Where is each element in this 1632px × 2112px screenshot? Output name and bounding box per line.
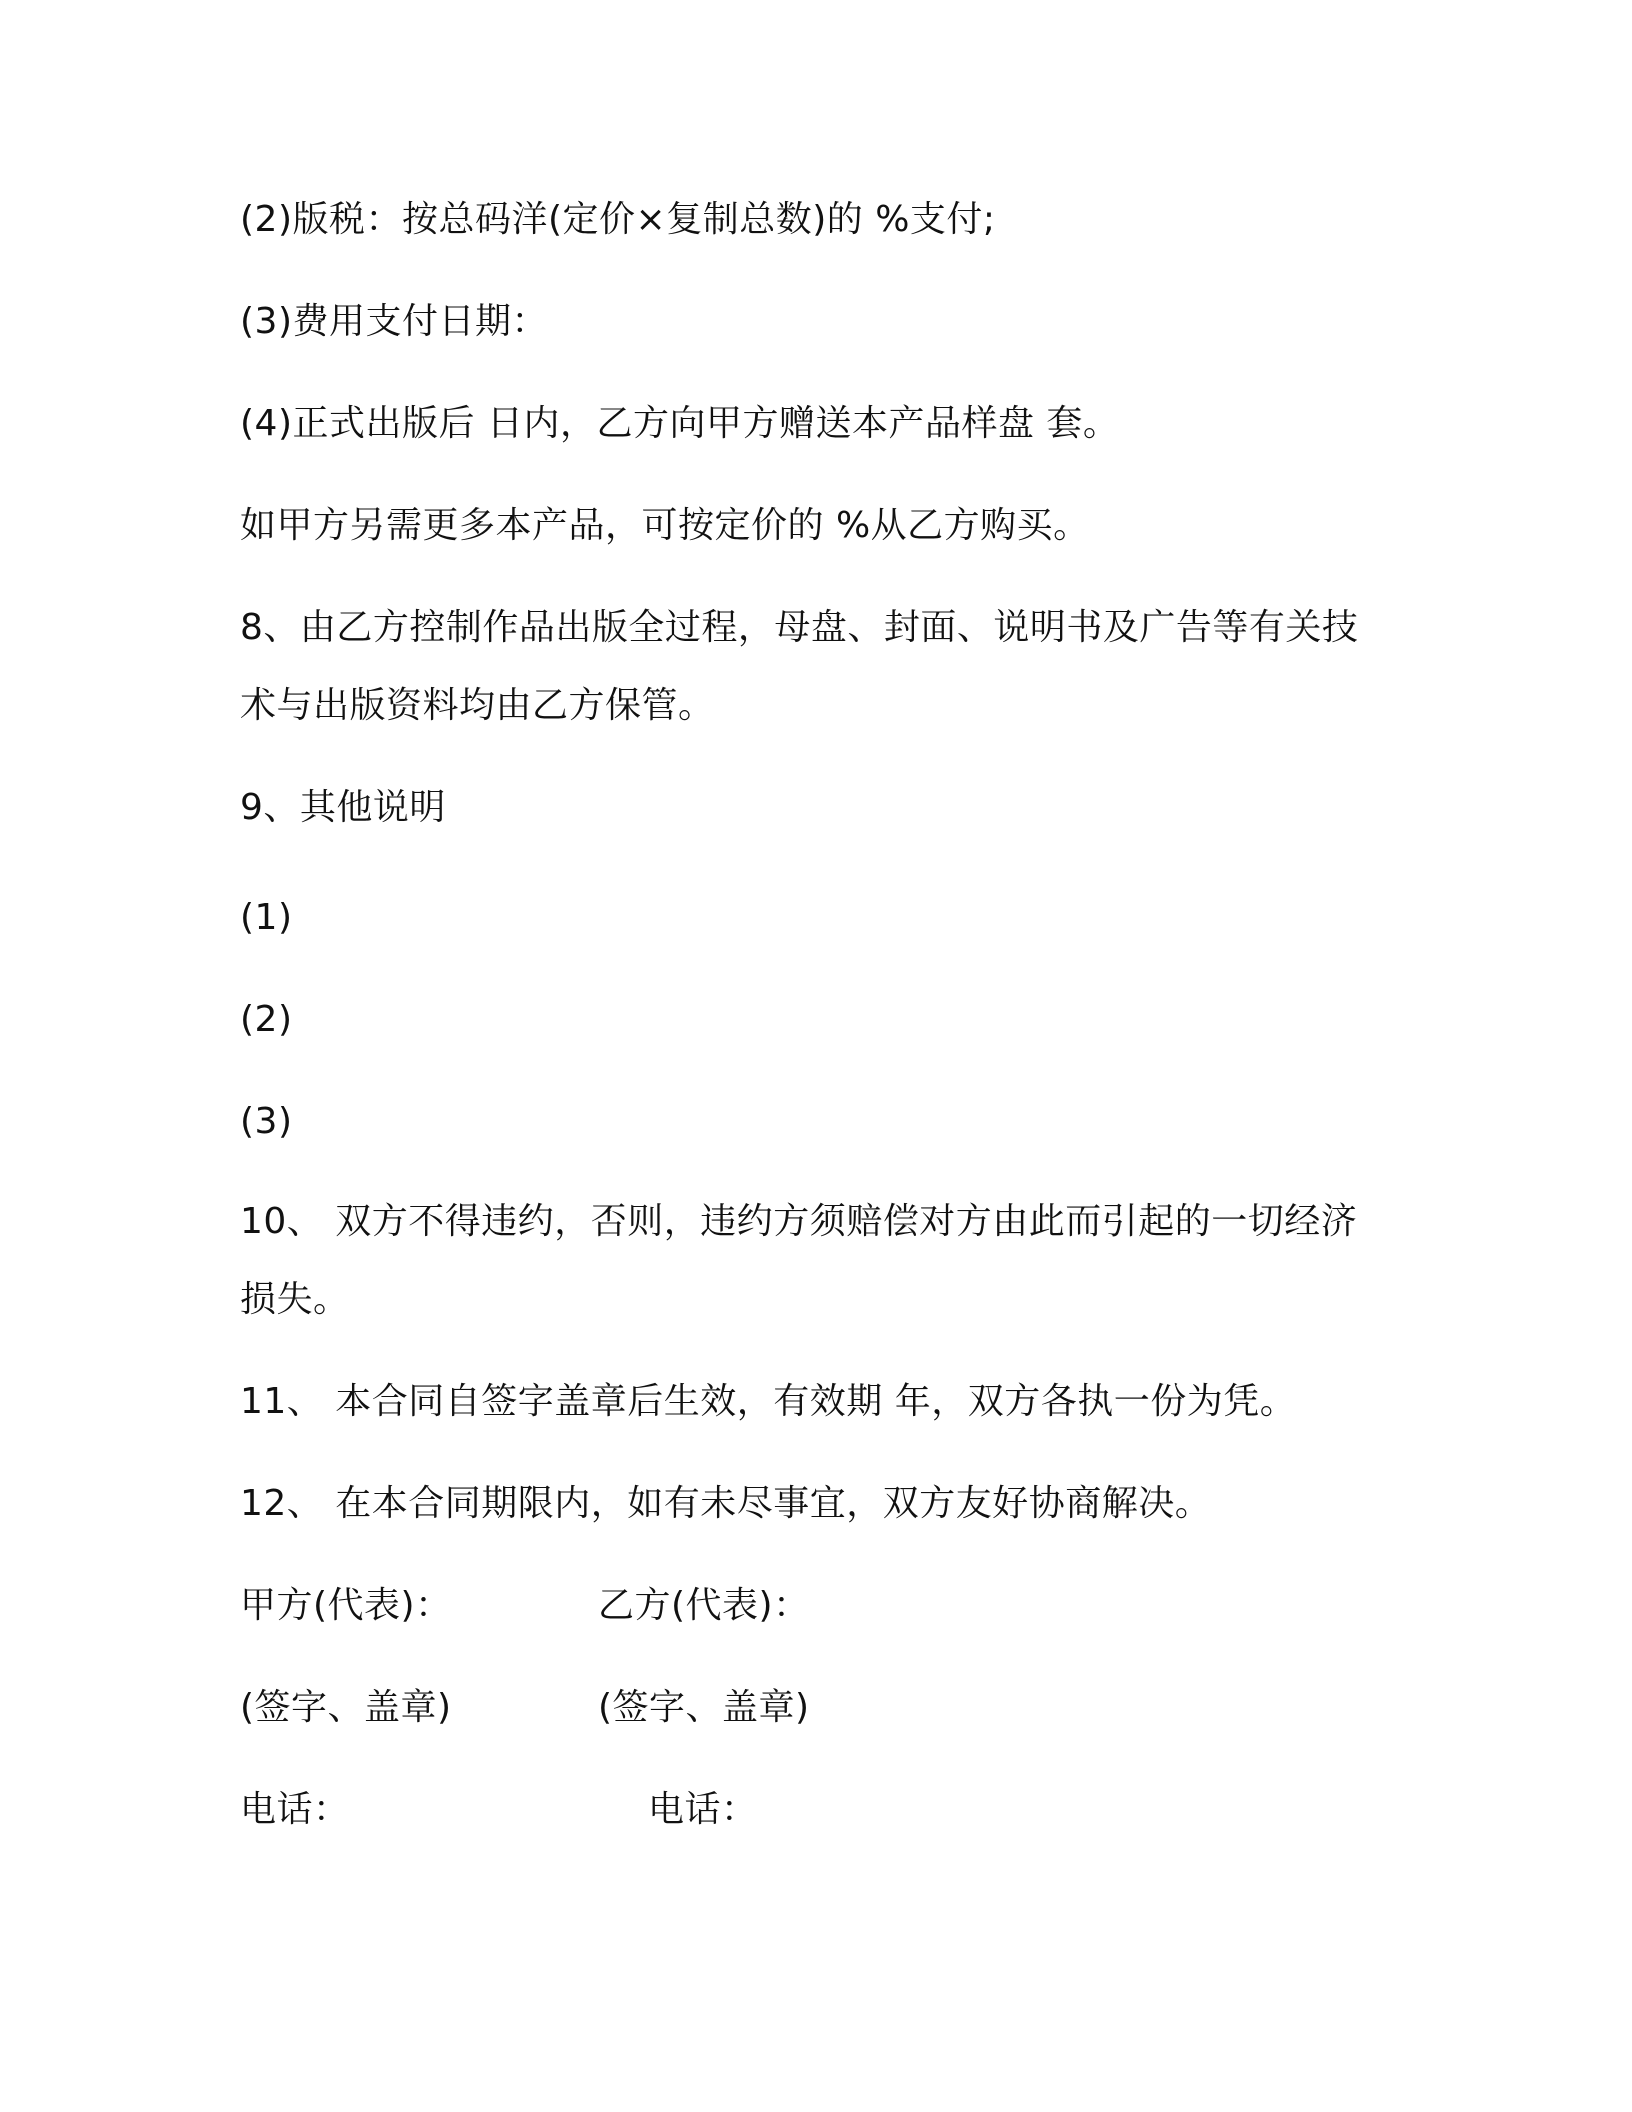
party-a-label: 甲方(代表)： (240, 1585, 452, 1626)
clause-royalty: (2)版税：按总码洋(定价×复制总数)的 %支付; (240, 199, 996, 240)
party-a-sign: (签字、盖章) (240, 1687, 452, 1728)
clause-9-heading: 9、其他说明 (240, 787, 446, 828)
clause-extra-purchase: 如甲方另需更多本产品，可按定价的 %从乙方购买。 (240, 505, 1090, 546)
clause-10-line1: 10、 双方不得违约，否则，违约方须赔偿对方由此而引起的一切经济 (240, 1201, 1358, 1242)
party-b-sign: (签字、盖章) (598, 1687, 810, 1728)
clause-8-line1: 8、由乙方控制作品出版全过程，母盘、封面、说明书及广告等有关技 (240, 607, 1359, 648)
clause-8-line2: 术与出版资料均由乙方保管。 (240, 685, 715, 726)
clause-9-item-1: (1) (240, 897, 293, 938)
clause-sample-copies: (4)正式出版后 日内，乙方向甲方赠送本产品样盘 套。 (240, 403, 1120, 444)
clause-payment-date: (3)费用支付日期： (240, 301, 548, 342)
clause-12: 12、 在本合同期限内，如有未尽事宜，双方友好协商解决。 (240, 1483, 1212, 1524)
clause-9-item-2: (2) (240, 999, 293, 1040)
party-b-phone: 电话： (648, 1789, 758, 1830)
party-b-label: 乙方(代表)： (598, 1585, 810, 1626)
clause-9-item-3: (3) (240, 1101, 293, 1142)
clause-10-line2: 损失。 (240, 1279, 350, 1320)
clause-11: 11、 本合同自签字盖章后生效，有效期 年，双方各执一份为凭。 (240, 1381, 1297, 1422)
party-a-phone: 电话： (240, 1789, 350, 1830)
